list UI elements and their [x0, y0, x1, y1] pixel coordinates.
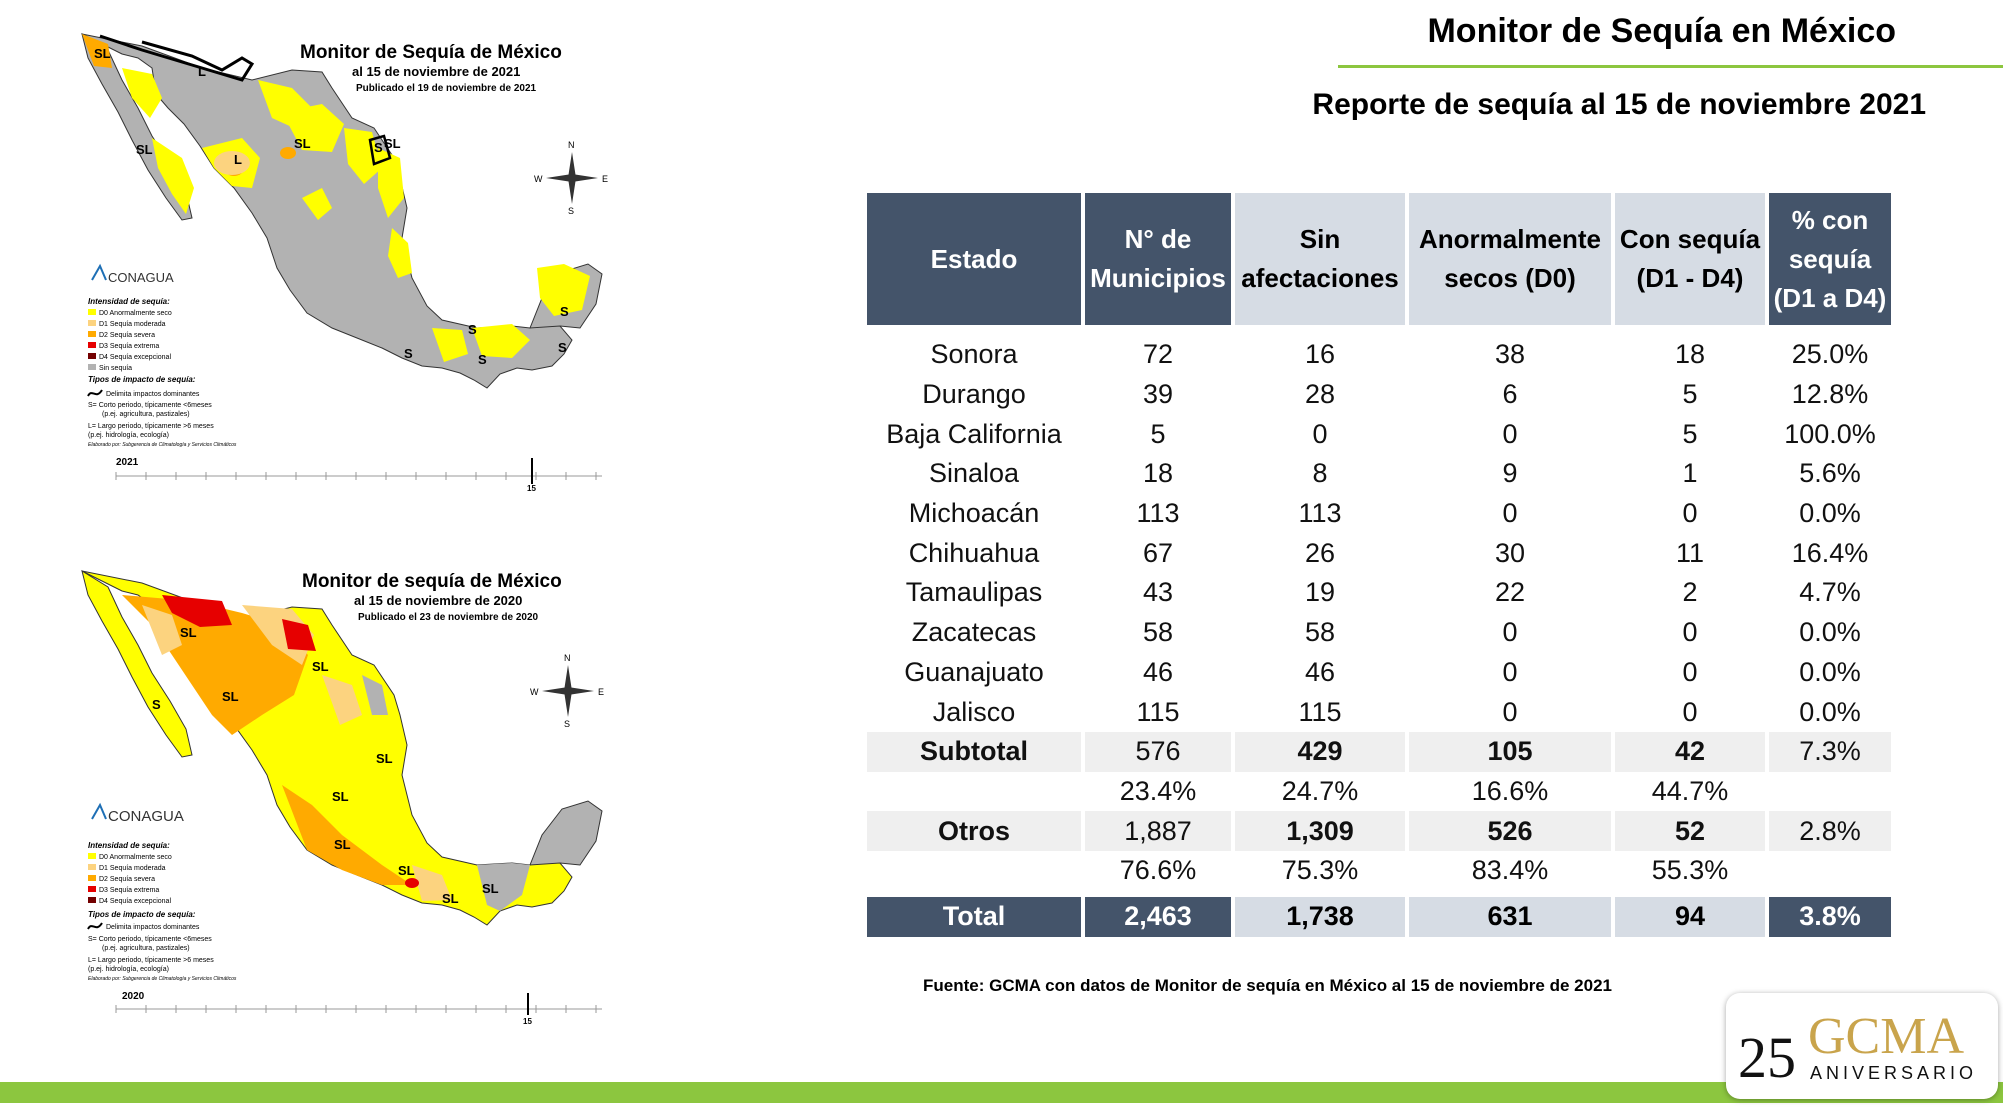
svg-text:Publicado el 19 de noviembre d: Publicado el 19 de noviembre de 2021	[356, 83, 537, 94]
table-row	[867, 533, 1891, 573]
svg-text:SL: SL	[136, 142, 153, 157]
header-con-sequia: Con sequía (D1 - D4)	[1615, 193, 1765, 325]
cell-state: Zacatecas	[911, 617, 1037, 648]
svg-text:Monitor de Sequía de México: Monitor de Sequía de México	[300, 42, 562, 63]
cell-value: 5	[1682, 379, 1698, 410]
svg-text:L= Largo periodo, típicamente: L= Largo periodo, típicamente >6 meses	[88, 423, 214, 430]
cell-value: 100.0%	[1784, 418, 1876, 449]
map-2020-legend	[88, 805, 237, 1002]
otros-value: 1,309	[1235, 811, 1405, 851]
svg-text:al 15 de noviembre de 2021: al 15 de noviembre de 2021	[352, 64, 521, 79]
svg-text:(p.ej. hidrología, ecología): (p.ej. hidrología, ecología)	[88, 966, 169, 973]
cell-value: 2	[1682, 577, 1698, 608]
map-2021-d1-areas	[214, 151, 250, 175]
cell-value: 25.0%	[1791, 339, 1869, 370]
subtotal-value: 7.3%	[1769, 732, 1891, 772]
subtotal-percent-row	[867, 772, 1891, 812]
subtotal-pct-value	[1769, 772, 1891, 812]
svg-text:S: S	[374, 140, 383, 155]
subtotal-pct-value: 16.6%	[1471, 775, 1549, 806]
svg-text:L: L	[234, 152, 242, 167]
total-row	[867, 897, 1891, 937]
svg-text:SL: SL	[482, 881, 499, 896]
cell-state: Durango	[922, 379, 1026, 410]
cell-value: 113	[1136, 498, 1180, 529]
cell-state: Jalisco	[932, 696, 1016, 727]
total-value: 631	[1409, 897, 1611, 937]
total-label: Total	[867, 897, 1081, 937]
svg-text:SL: SL	[442, 891, 459, 906]
svg-text:S: S	[478, 352, 487, 367]
svg-text:Delimita impactos dominantes: Delimita impactos dominantes	[106, 924, 200, 931]
svg-text:Tipos de impacto de sequía:: Tipos de impacto de sequía:	[88, 375, 196, 384]
compass-icon-2020	[530, 653, 604, 729]
otros-pct-value	[867, 851, 1081, 891]
cell-value: 18	[1142, 458, 1174, 489]
svg-text:S: S	[468, 322, 477, 337]
otros-value: 2.8%	[1769, 811, 1891, 851]
title-divider	[1338, 65, 2003, 68]
svg-text:Intensidad de sequía:: Intensidad de sequía:	[88, 841, 170, 850]
cell-value: 0	[1502, 696, 1518, 727]
svg-text:SL: SL	[376, 751, 393, 766]
cell-value: 0	[1502, 617, 1518, 648]
table-header-row	[867, 193, 1891, 325]
cell-value: 0	[1682, 696, 1698, 727]
cell-state: Michoacán	[908, 498, 1040, 529]
gcma-25-logo-icon	[1726, 993, 1998, 1099]
subtotal-value: 42	[1615, 732, 1765, 772]
svg-text:SL: SL	[312, 659, 329, 674]
footer-bar	[0, 1082, 2003, 1103]
source-note: Fuente: GCMA con datos de Monitor de sequía en México al 15 de noviembre de 2021	[923, 976, 1612, 995]
svg-text:(p.ej. agricultura, pastizales: (p.ej. agricultura, pastizales)	[102, 411, 190, 418]
subtotal-label: Subtotal	[867, 732, 1081, 772]
otros-row	[867, 811, 1891, 851]
cell-value: 19	[1304, 577, 1336, 608]
table-row	[867, 414, 1891, 454]
svg-text:D0 Anormalmente seco: D0 Anormalmente seco	[99, 310, 172, 317]
cell-value: 18	[1674, 339, 1706, 370]
cell-value: 16.4%	[1791, 537, 1869, 568]
otros-label: Otros	[867, 811, 1081, 851]
cell-value: 11	[1675, 537, 1705, 568]
svg-text:15: 15	[527, 484, 536, 493]
cell-value: 0	[1682, 617, 1698, 648]
svg-text:N: N	[568, 140, 575, 150]
svg-text:Tipos de impacto de sequía:: Tipos de impacto de sequía:	[88, 910, 196, 919]
compass-icon-2021	[534, 140, 608, 216]
svg-text:GCMA: GCMA	[1808, 1008, 1965, 1065]
otros-percent-row	[867, 851, 1891, 891]
svg-text:SL: SL	[180, 625, 197, 640]
subtotal-pct-value: 24.7%	[1281, 775, 1359, 806]
map-2020-timeline	[116, 993, 602, 1015]
cell-value: 0	[1682, 656, 1698, 687]
svg-text:L: L	[198, 64, 206, 79]
cell-state: Guanajuato	[904, 656, 1044, 687]
svg-text:D2 Sequía severa: D2 Sequía severa	[99, 876, 156, 883]
otros-value: 526	[1409, 811, 1611, 851]
svg-text:SL: SL	[334, 837, 351, 852]
cell-value: 4.7%	[1799, 577, 1861, 608]
table-row	[867, 494, 1891, 534]
cell-state: Baja California	[886, 418, 1062, 449]
cell-value: 0.0%	[1799, 498, 1861, 529]
svg-text:S= Corto periodo, típicamente: S= Corto periodo, típicamente <6meses	[88, 936, 212, 943]
table-row	[867, 653, 1891, 693]
svg-text:15: 15	[523, 1017, 532, 1026]
svg-text:SL: SL	[384, 136, 401, 151]
map-2020-title-block	[302, 571, 562, 623]
table-row	[867, 375, 1891, 415]
cell-value: 5	[1682, 418, 1698, 449]
svg-text:S= Corto periodo, típicamente: S= Corto periodo, típicamente <6meses	[88, 402, 212, 409]
svg-text:S: S	[404, 346, 413, 361]
total-value: 94	[1615, 897, 1765, 937]
subtotal-value: 105	[1409, 732, 1611, 772]
cell-value: 0	[1502, 498, 1518, 529]
svg-text:S: S	[560, 304, 569, 319]
drought-map-2021	[82, 28, 772, 493]
svg-text:N: N	[564, 653, 571, 663]
table-row	[867, 692, 1891, 732]
header-anormalmente-secos: Anormalmente secos (D0)	[1409, 193, 1611, 325]
report-subtitle: Reporte de sequía al 15 de noviembre 2021	[1312, 88, 1926, 121]
cell-value: 8	[1312, 458, 1328, 489]
otros-value: 52	[1615, 811, 1765, 851]
svg-text:W: W	[530, 687, 539, 697]
svg-text:Elaborado por: Subgerencia de: Elaborado por: Subgerencia de Climatología y Servicios Climáticos	[88, 442, 237, 448]
subtotal-value: 429	[1235, 732, 1405, 772]
otros-value: 1,887	[1085, 811, 1231, 851]
cell-value: 43	[1142, 577, 1174, 608]
cell-value: 46	[1142, 656, 1174, 687]
subtotal-pct-value	[867, 772, 1081, 812]
otros-pct-value	[1769, 851, 1891, 891]
cell-state: Sinaloa	[928, 458, 1020, 489]
svg-text:2020: 2020	[122, 991, 145, 1002]
svg-text:CONAGUA: CONAGUA	[108, 808, 184, 825]
map-2021-timeline-marker	[523, 484, 536, 493]
svg-text:SL: SL	[294, 136, 311, 151]
cell-value: 113	[1298, 498, 1342, 529]
svg-text:SL: SL	[94, 46, 111, 61]
cell-value: 9	[1502, 458, 1518, 489]
header-estado: Estado	[867, 193, 1081, 325]
table-row	[867, 454, 1891, 494]
svg-text:SL: SL	[398, 863, 415, 878]
otros-pct-value: 83.4%	[1471, 855, 1549, 886]
table-row	[867, 613, 1891, 653]
subtotal-value: 576	[1085, 732, 1231, 772]
cell-value: 22	[1494, 577, 1526, 608]
svg-text:Delimita impactos dominantes: Delimita impactos dominantes	[106, 391, 200, 398]
svg-text:E: E	[602, 174, 609, 184]
header-municipios: N° de Municipios	[1085, 193, 1231, 325]
svg-text:CONAGUA: CONAGUA	[108, 270, 174, 285]
total-value: 3.8%	[1769, 897, 1891, 937]
subtotal-pct-value: 44.7%	[1651, 775, 1729, 806]
cell-state: Tamaulipas	[905, 577, 1043, 608]
map-2021-image	[82, 28, 772, 493]
cell-value: 38	[1494, 339, 1526, 370]
svg-text:L= Largo periodo, típicamente: L= Largo periodo, típicamente >6 meses	[88, 957, 214, 964]
cell-value: 0	[1312, 418, 1328, 449]
cell-value: 30	[1494, 537, 1526, 568]
svg-text:ANIVERSARIO: ANIVERSARIO	[1810, 1063, 1978, 1083]
cell-value: 0.0%	[1799, 617, 1861, 648]
cell-value: 16	[1304, 339, 1336, 370]
svg-text:2021: 2021	[116, 457, 139, 468]
svg-text:SL: SL	[222, 689, 239, 704]
svg-text:D1 Sequía moderada: D1 Sequía moderada	[99, 321, 166, 328]
svg-text:S: S	[564, 719, 571, 729]
cell-value: 0	[1682, 498, 1698, 529]
svg-text:S: S	[568, 206, 575, 216]
cell-value: 5	[1150, 418, 1166, 449]
subtotal-pct-value: 23.4%	[1119, 775, 1197, 806]
gcma-logo	[1726, 993, 1998, 1099]
page-title: Monitor de Sequía en México	[1427, 12, 1896, 50]
cell-value: 0.0%	[1799, 656, 1861, 687]
svg-text:D4 Sequía excepcional: D4 Sequía excepcional	[99, 354, 171, 361]
cell-value: 0	[1502, 418, 1518, 449]
svg-text:(p.ej. hidrología, ecología): (p.ej. hidrología, ecología)	[88, 432, 169, 439]
cell-state: Sonora	[930, 339, 1018, 370]
svg-text:S: S	[152, 697, 161, 712]
conagua-logo-icon	[92, 266, 106, 280]
map-2020-yucatan	[530, 801, 602, 865]
svg-text:Sin sequía: Sin sequía	[99, 365, 133, 372]
svg-text:D0 Anormalmente seco: D0 Anormalmente seco	[99, 854, 172, 861]
cell-value: 0.0%	[1799, 696, 1861, 727]
cell-value: 6	[1502, 379, 1518, 410]
cell-value: 1	[1682, 458, 1698, 489]
drought-table-wrapper	[867, 193, 1895, 937]
drought-map-2020	[82, 565, 772, 1025]
cell-value: 39	[1142, 379, 1174, 410]
svg-text:Elaborado por: Subgerencia de: Elaborado por: Subgerencia de Climatología y Servicios Climáticos	[88, 976, 237, 982]
cell-value: 58	[1304, 617, 1336, 648]
svg-text:D1 Sequía moderada: D1 Sequía moderada	[99, 865, 166, 872]
svg-text:Publicado el 23 de noviembre d: Publicado el 23 de noviembre de 2020	[358, 612, 539, 623]
cell-value: 46	[1304, 656, 1336, 687]
svg-text:Intensidad de sequía:: Intensidad de sequía:	[88, 297, 170, 306]
subtotal-row	[867, 732, 1891, 772]
cell-value: 5.6%	[1799, 458, 1861, 489]
svg-text:S: S	[558, 340, 567, 355]
cell-value: 67	[1142, 537, 1174, 568]
table-row	[867, 325, 1891, 375]
map-2021-timeline	[116, 458, 602, 484]
header-pct-sequia: % con sequía (D1 a D4)	[1769, 193, 1891, 325]
svg-text:(p.ej. agricultura, pastizales: (p.ej. agricultura, pastizales)	[102, 945, 190, 952]
cell-value: 26	[1304, 537, 1336, 568]
svg-text:al 15 de noviembre de 2020: al 15 de noviembre de 2020	[354, 593, 523, 608]
cell-value: 58	[1142, 617, 1174, 648]
cell-value: 72	[1142, 339, 1174, 370]
otros-pct-value: 55.3%	[1651, 855, 1729, 886]
page-header	[1300, 12, 2000, 62]
svg-text:D4 Sequía excepcional: D4 Sequía excepcional	[99, 898, 171, 905]
total-value: 1,738	[1235, 897, 1405, 937]
cell-value: 12.8%	[1791, 379, 1869, 410]
conagua-logo-icon	[92, 805, 106, 819]
svg-text:E: E	[598, 687, 605, 697]
map-2020-timeline-marker	[519, 1017, 532, 1026]
otros-pct-value: 75.3%	[1281, 855, 1359, 886]
svg-text:D3 Sequía extrema: D3 Sequía extrema	[99, 343, 160, 350]
cell-value: 0	[1502, 656, 1518, 687]
otros-pct-value: 76.6%	[1119, 855, 1197, 886]
map-2020-image	[82, 565, 772, 1025]
header-sin-afectaciones: Sin afectaciones	[1235, 193, 1405, 325]
cell-value: 28	[1304, 379, 1336, 410]
drought-table	[863, 193, 1895, 937]
table-row	[867, 573, 1891, 613]
cell-value: 115	[1136, 696, 1180, 727]
svg-text:D2 Sequía severa: D2 Sequía severa	[99, 332, 156, 339]
svg-text:25: 25	[1738, 1025, 1796, 1090]
svg-text:D3 Sequía extrema: D3 Sequía extrema	[99, 887, 160, 894]
cell-value: 115	[1298, 696, 1342, 727]
map-2021-title-block	[300, 42, 562, 94]
svg-text:SL: SL	[332, 789, 349, 804]
total-value: 2,463	[1085, 897, 1231, 937]
svg-text:Monitor de sequía de México: Monitor de sequía de México	[302, 571, 562, 592]
map-2021-legend	[88, 266, 237, 468]
svg-text:W: W	[534, 174, 543, 184]
cell-state: Chihuahua	[908, 537, 1040, 568]
